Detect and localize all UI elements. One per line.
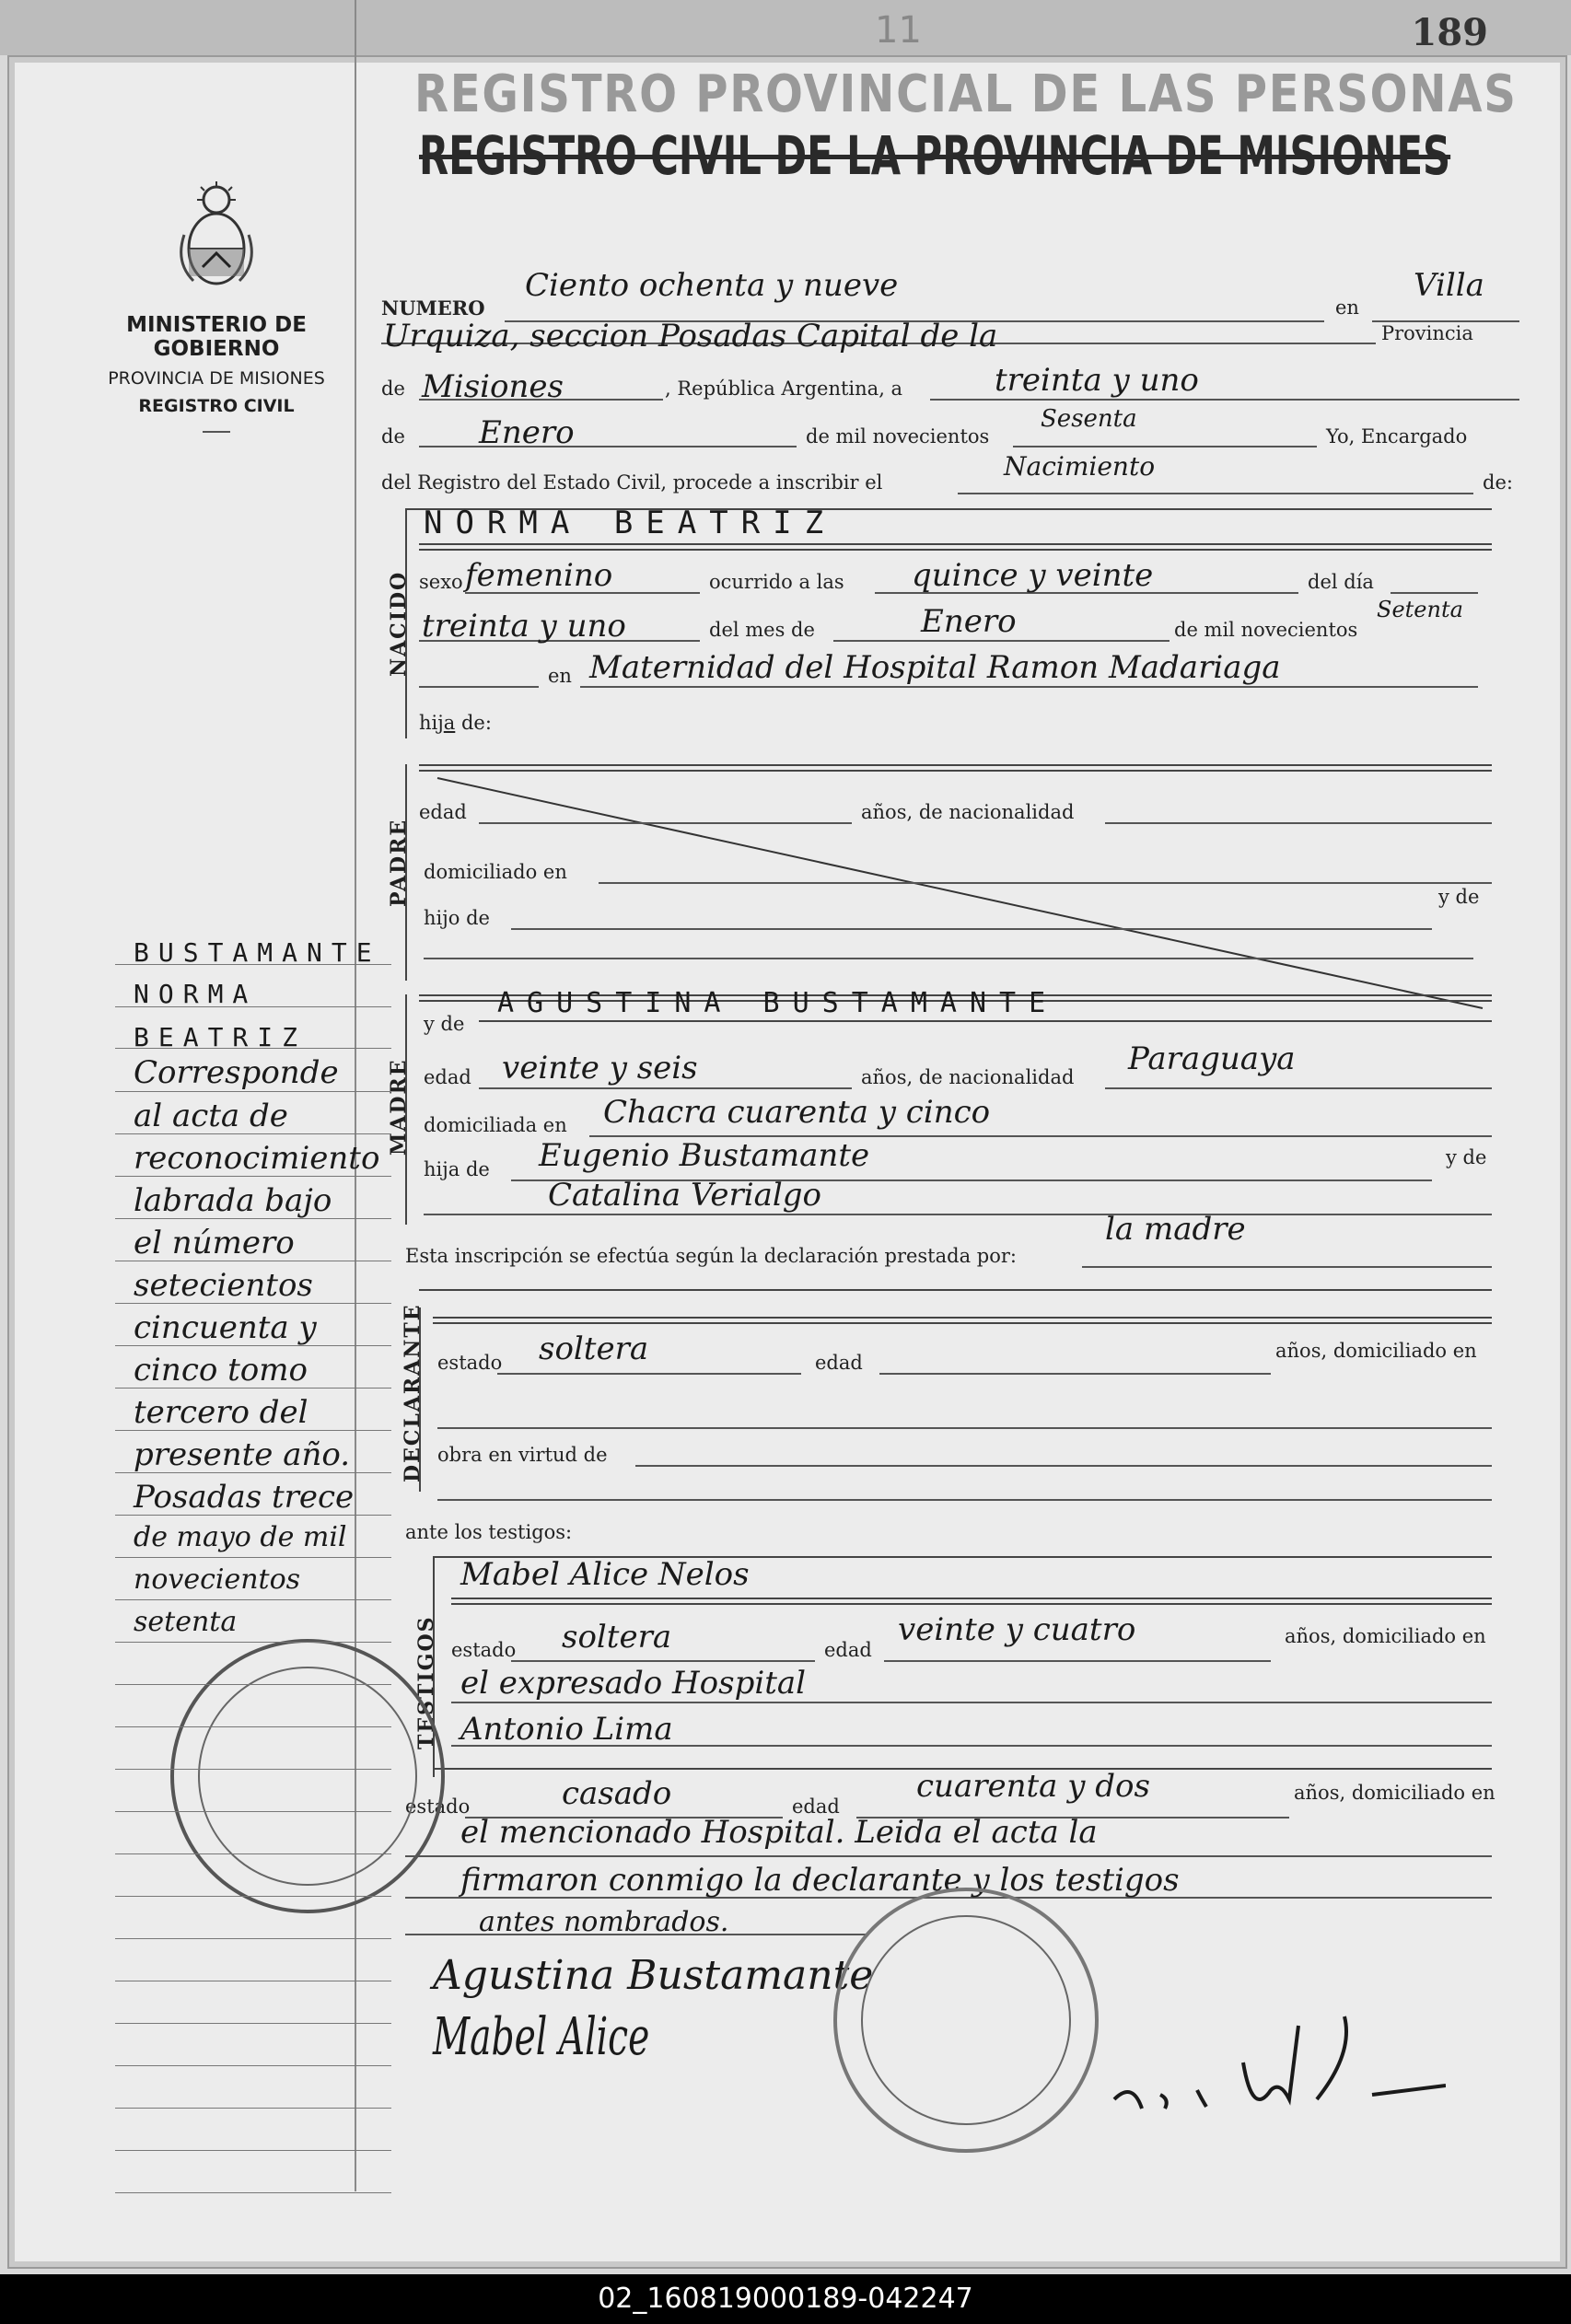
hora-value: quince y veinte [912,557,1154,594]
testigo1-estado-label: estado [451,1639,517,1661]
acto-fill [958,493,1473,494]
madre-anos-label: años, de nacionalidad [861,1066,1075,1088]
madre-padre-value: Eugenio Bustamante [539,1137,870,1174]
margin-note-line: setecientos [134,1267,313,1304]
mes-fill [419,446,797,447]
padre-hijo-label: hijo de [424,907,490,929]
testigo2-domicilio: el mencionado Hospital. Leida el acta la [460,1814,1098,1851]
anio-value: Sesenta [1041,405,1137,433]
madre-domicilio: Chacra cuarenta y cinco [603,1094,991,1131]
margin-note-line: setenta [134,1606,238,1638]
dia-fill [930,399,1519,401]
declarante-obra-label: obra en virtud de [437,1444,608,1466]
en-pre-fill [419,686,539,688]
declarante-estado-value: soltera [539,1330,649,1367]
nacido-name-line [419,543,1492,551]
declarante-top-line [419,1289,1492,1291]
lugar-value: Maternidad del Hospital Ramon Madariaga [589,649,1281,686]
padre-dom-fill [599,882,1492,884]
declarante-estado-label: estado [437,1352,503,1374]
testigo2-name: Antonio Lima [460,1711,673,1748]
padre-hijo-fill [511,928,1432,930]
margin-line [115,2192,391,2193]
ministry-dash [203,431,230,433]
declarante-estado-fill [497,1373,801,1375]
del-registro-label: del Registro del Estado Civil, procede a inscribir el [381,471,883,494]
sexo-value: femenino [465,557,613,594]
testigo1-edad-fill [884,1660,1271,1662]
declarante-obra-fill [635,1465,1492,1467]
padre-anos-label: años, de nacionalidad [861,801,1075,823]
hija-suffix: a [443,712,456,734]
testigo1-edad-label: edad [824,1639,872,1661]
republica-label: , República Argentina, a [665,378,903,400]
top-edge [0,0,1571,55]
margin-line [115,1811,391,1812]
margin-note-line: el número [134,1225,295,1261]
madre-label: MADRE [387,1058,411,1156]
inscripcion-value: la madre [1105,1211,1246,1248]
padre-edad-fill [479,822,852,824]
margin-note-line: NORMA [134,979,258,1009]
margin-line [115,1684,391,1685]
acto-value: Nacimiento [1004,451,1156,482]
ministry-office: REGISTRO CIVIL [138,396,295,416]
madre-name: AGUSTINA BUSTAMANTE [497,987,1059,1019]
dia-value: treinta y uno [995,362,1199,399]
de-label: de [381,378,405,400]
numero-label: NUMERO [381,296,485,320]
margin-line [115,1642,391,1643]
margin-note-line: Corresponde [134,1054,339,1091]
signature-declarante: Agustina Bustamante [433,1952,874,1999]
testigo2-estado-label: estado [405,1795,471,1818]
ministry-province: PROVINCIA DE MISIONES [108,368,325,389]
ministry-block [64,313,368,433]
padre-yde-fill [424,958,1473,959]
testigos-label: TESTIGOS [414,1615,438,1749]
inscripcion-label: Esta inscripción se efectúa según la declaración prestada por: [405,1245,1017,1267]
padre-label: PADRE [387,818,411,907]
en-label: en [1335,296,1359,319]
yo-label: Yo, Encargado [1326,425,1468,447]
lugar-fill [580,686,1478,688]
mes-value: Enero [479,414,575,451]
margin-line [115,1896,391,1897]
nacido-mil-label: de mil novecientos [1174,619,1358,641]
declarante-dom-fill [437,1427,1492,1429]
testigo2-anos-label: años, domiciliado en [1294,1782,1495,1804]
inscripcion-fill [1082,1266,1492,1268]
madre-yde-fill [424,1214,1492,1215]
testigo2-edad-label: edad [792,1795,840,1818]
declarante-anos-label: años, domiciliado en [1275,1340,1477,1362]
margin-note-line: Posadas trece [134,1479,355,1516]
numero-value: Ciento ochenta y nueve [525,267,899,304]
margin-note-line: tercero del [134,1394,308,1431]
line2-value: Urquiza, seccion Posadas Capital de la [383,318,998,354]
del-dia-fill [1391,592,1478,594]
closing-line-1 [405,1855,1492,1857]
testigo1-name-line [451,1598,1492,1605]
declarante-edad-label: edad [815,1352,863,1374]
stamp-right [833,1888,1099,2153]
margin-note-line: de mayo de mil [134,1521,347,1553]
de-label-2: de [381,425,405,447]
provincia-value: Misiones [422,368,564,405]
declarante-label: DECLARANTE [401,1303,425,1482]
nacido-anio-value: Setenta [1377,597,1463,622]
nacido-en-label: en [548,665,572,687]
stamp-left [170,1639,445,1913]
de-colon: de: [1483,471,1513,494]
margin-note-line: cinco tomo [134,1352,308,1389]
margin-line [115,2065,391,2066]
padre-yde-label: y de [1438,886,1480,908]
padre-top-line [419,764,1492,772]
signature-testigo: Mabel Alice [433,2007,650,2067]
margin-line [115,1726,391,1727]
margin-note-line: novecientos [134,1563,301,1596]
testigo1-edad: veinte y cuatro [898,1611,1136,1648]
padre-domiciliado-label: domiciliado en [424,861,567,883]
margin-note-line: BEATRIZ [134,1022,308,1052]
nacido-mes-fill [833,640,1170,642]
madre-nacionalidad: Paraguaya [1128,1040,1296,1077]
ocurrido-label: ocurrido a las [709,571,844,593]
margin-note-line: labrada bajo [134,1182,332,1219]
madre-edad-fill [479,1087,852,1089]
testigo1-name: Mabel Alice Nelos [460,1556,750,1593]
madre-yde-label-2: y de [1446,1146,1487,1168]
margin-line [115,2023,391,2024]
provincia-label: Provincia [1381,322,1473,344]
margin-line [115,2108,391,2109]
madre-edad-value: veinte y seis [502,1050,698,1086]
nacido-name: NORMA BEATRIZ [424,505,837,541]
pencil-mark: 11 [875,9,922,52]
header-line-1: REGISTRO PROVINCIAL DE LAS PERSONAS [414,64,1518,124]
testigo1-estado-fill [511,1660,815,1662]
ante-testigos-label: ante los testigos: [405,1521,573,1543]
closing-text-1: firmaron conmigo la declarante y los testigos [460,1862,1180,1899]
margin-line [115,1769,391,1770]
del-mes-label: del mes de [709,619,815,641]
nacido-label: NACIDO [387,570,411,677]
testigo1-dom-fill [451,1702,1492,1703]
testigo1-anos-label: años, domiciliado en [1285,1625,1486,1647]
testigo2-edad: cuarenta y dos [916,1768,1150,1805]
declarante-edad-fill [879,1373,1271,1375]
margin-line [115,1938,391,1939]
testigo1-estado: soltera [562,1619,672,1656]
margin-line [115,1599,391,1600]
header-line-2: REGISTRO CIVIL DE LA PROVINCIA DE MISIONES [419,124,1451,187]
hija-prefix: hij [419,712,444,734]
en-value: Villa [1414,267,1484,304]
ministry-name: MINISTERIO DE GOBIERNO [126,313,307,361]
testigo1-domicilio: el expresado Hospital [460,1665,807,1702]
madre-nac-fill [1105,1087,1492,1089]
margin-line [115,1853,391,1854]
coat-of-arms-icon [175,180,258,290]
page-number: 189 [1411,11,1488,54]
declarante-name-line [433,1317,1492,1324]
hija-label [419,712,492,734]
margin-note-line: reconocimiento [134,1140,380,1177]
nacido-dia-value: treinta y uno [422,608,626,645]
margin-note-line: BUSTAMANTE [134,937,381,968]
margin-note-line: al acta de [134,1098,288,1134]
madre-madre-value: Catalina Verialgo [548,1177,822,1214]
closing-text-2: antes nombrados. [479,1906,729,1938]
madre-yde-label: y de [424,1013,465,1035]
signature-encargado [1096,2007,1446,2136]
margin-line [115,1091,391,1092]
hija-de: de: [460,712,492,734]
padre-nac-fill [1105,822,1492,824]
mil-label: de mil novecientos [806,425,990,447]
margin-note-line: presente año. [134,1436,351,1473]
anio-fill [1013,446,1317,447]
footer-id: 02_160819000189-042247 [0,2274,1571,2324]
padre-edad-label: edad [419,801,467,823]
margin-line [115,2150,391,2151]
madre-domiciliada-label: domiciliada en [424,1114,567,1136]
madre-name-line [479,1020,1492,1022]
del-dia-label: del día [1308,571,1374,593]
sexo-label: sexo [419,571,463,593]
margin-line [115,1557,391,1558]
madre-hijade-label: hija de [424,1158,490,1180]
declarante-extra-fill [437,1499,1492,1501]
madre-edad-label: edad [424,1066,471,1088]
nacido-mes-value: Enero [921,603,1017,640]
testigo2-estado: casado [562,1775,672,1812]
margin-note-line: cincuenta y [134,1309,317,1346]
